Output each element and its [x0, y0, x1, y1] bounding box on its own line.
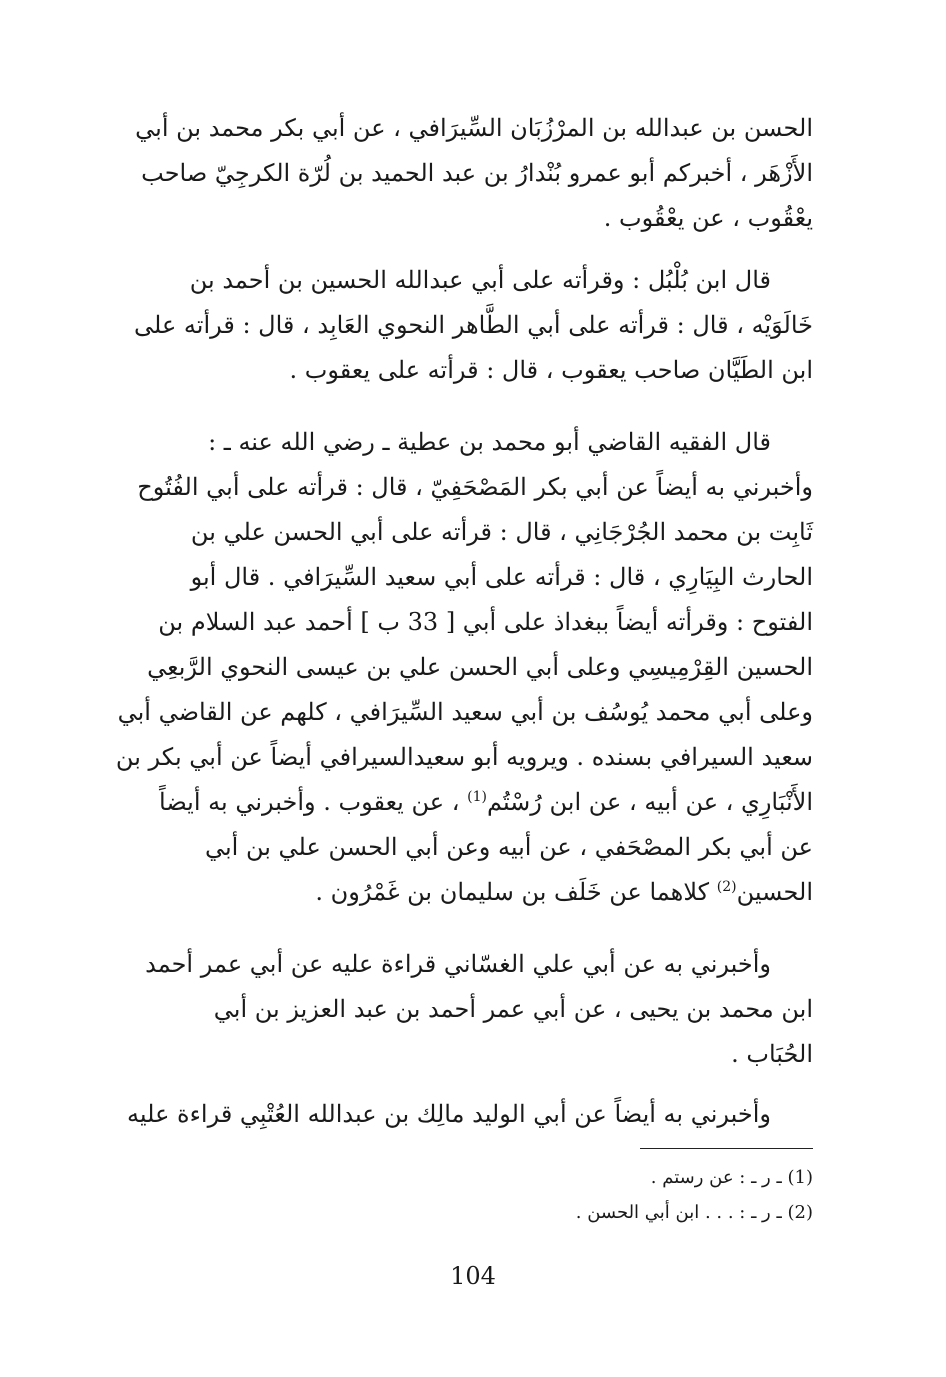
paragraph-3 [105, 420, 813, 915]
footnote-text: ـ ر ـ : عن رستم . [650, 1167, 782, 1188]
paragraph-1 [105, 106, 813, 241]
text-line: الحُبَاب . [731, 1040, 813, 1068]
footnote-ref-2[interactable]: (2) [716, 879, 737, 895]
text-line: يعْقُوب ، عن يعْقُوب . [603, 204, 813, 232]
text-segment: كلاهما عن خَلَف بن سليمان بن غَمْرُون . [315, 878, 710, 906]
text-segment: ، عن يعقوب . وأخبرني به أيضاً [159, 788, 460, 816]
text-line: سعيد السيرافي بسنده . ويرويه أبو سعيدالسيرافي أيضاً عن أبي بكر بن [115, 743, 813, 771]
text-line: ابن الطَيَّان صاحب يعقوب ، قال : قرأته على يعقوب . [289, 356, 813, 384]
text-line: وأخبرني به أيضاً عن أبي الوليد مالِك بن عبدالله العُتْبِي قراءة عليه [127, 1100, 771, 1128]
text-line: وأخبرني به أيضاً عن أبي بكر المَصْحَفِيّ ، قال : قرأته على أبي الفُتُوح [137, 473, 813, 501]
text-line: قال ابن بُلْبُل : وقرأته على أبي عبدالله الحسين بن أحمد بن [189, 266, 771, 294]
page-number: 104 [450, 1262, 496, 1290]
paragraph-5 [105, 1092, 813, 1137]
footnote-2 [400, 1195, 813, 1230]
text-line: خَالَوَيْه ، قال : قرأته على أبي الطَّاهر النحوي العَابِد ، قال : قرأته على [134, 311, 813, 339]
paragraph-2 [105, 258, 813, 393]
text-line: الحارث البِيَارِي ، قال : قرأته على أبي سعيد السِّيرَافي . قال أبو [190, 563, 813, 591]
footnote-text: ـ ر ـ : . . . ابن أبي الحسن . [575, 1202, 782, 1223]
footnote-marker: (1) [787, 1167, 813, 1188]
text-line: وعلى أبي محمد يُوسُف بن أبي سعيد السِّيرَافي ، كلهم عن القاضي أبي [117, 698, 813, 726]
footnote-marker: (2) [787, 1202, 813, 1223]
text-line: ابن محمد بن يحيى ، عن أبي عمر أحمد بن عبد العزيز بن أبي [213, 995, 813, 1023]
footnote-1 [400, 1160, 813, 1195]
text-line: قال الفقيه القاضي أبو محمد بن عطية ـ رضي الله عنه ـ : [208, 428, 771, 456]
text-line: ثَابِت بن محمد الجُرْجَانِي ، قال : قرأته على أبي الحسن علي بن [190, 518, 813, 546]
text-segment: الحسين [736, 878, 813, 906]
text-line: الفتوح : وقرأته أيضاً ببغداذ على أبي [ 33 ب ] أحمد عبد السلام بن [158, 608, 813, 636]
text-line: وأخبرني به عن أبي علي الغسّاني قراءة عليه عن أبي عمر أحمد [145, 950, 771, 978]
footnote-separator [640, 1148, 813, 1149]
text-line: الأَزْهَر ، أخبركم أبو عمرو بُنْدارُ بن عبد الحميد بن لُرّة الكرجِيّ صاحب [141, 159, 813, 187]
footnotes [400, 1160, 813, 1230]
text-segment: الأَنْبَارِي ، عن أبيه ، عن ابن رُسْتُم [486, 788, 813, 816]
text-line [105, 780, 813, 825]
footnote-ref-1[interactable]: (1) [467, 789, 487, 805]
text-line [105, 870, 813, 915]
text-line: الحسن بن عبدالله بن المرْزُبَان السِّيرَافي ، عن أبي بكر محمد بن أبي [135, 114, 813, 142]
text-line: الحسين القِرْمِيسِي وعلى أبي الحسن علي بن عيسى النحوي الرَّبعِي [147, 653, 813, 681]
paragraph-4 [105, 942, 813, 1077]
text-line: عن أبي بكر المصْحَفي ، عن أبيه وعن أبي الحسن علي بن أبي [204, 833, 813, 861]
